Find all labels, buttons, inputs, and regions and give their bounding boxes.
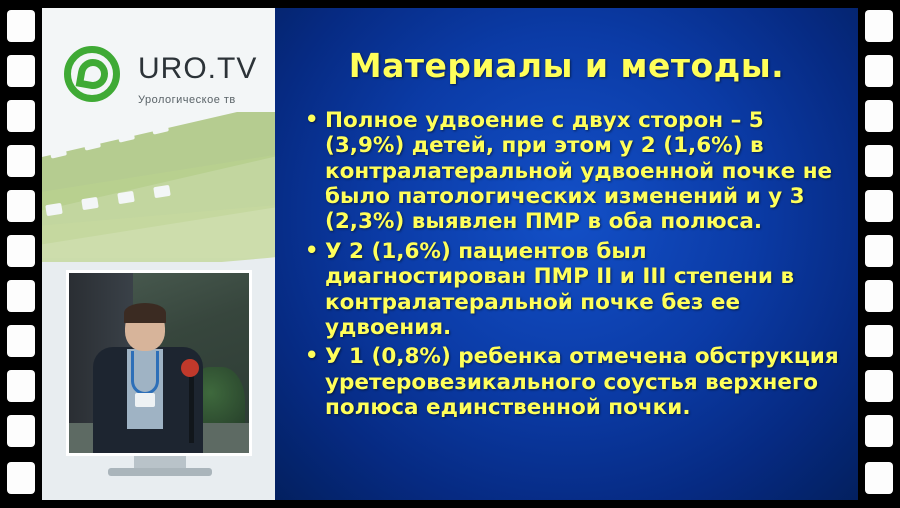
logo-block [42, 8, 275, 258]
speaker-video-still[interactable] [66, 270, 252, 456]
film-perforation [865, 325, 893, 357]
film-strip-decoration-icon [42, 112, 275, 262]
film-perforation [865, 462, 893, 494]
film-perforation [7, 280, 35, 312]
film-perforation [865, 370, 893, 402]
film-perforation [7, 462, 35, 494]
film-edge-left [0, 0, 42, 508]
content-area [42, 8, 858, 500]
film-perforation [865, 100, 893, 132]
logo-subtitle: Урологическое тв [138, 94, 236, 106]
film-perforation [7, 370, 35, 402]
film-perforation [7, 235, 35, 267]
logo-text: URO.TV [138, 52, 258, 85]
film-perforation [7, 145, 35, 177]
film-perforation [7, 325, 35, 357]
film-perforation [865, 280, 893, 312]
slide-bullet-list [299, 108, 844, 424]
film-perforation [865, 145, 893, 177]
branding-panel [42, 8, 275, 500]
film-perforation [7, 55, 35, 87]
uro-tv-logo-icon [64, 46, 126, 108]
film-perforation [865, 10, 893, 42]
film-perforation [865, 55, 893, 87]
list-item: • У 1 (0,8%) ребенка отмечена обструкция уретеровезикального соустья верхнего полюса единственной почки. [299, 344, 844, 420]
presentation-slide [275, 8, 858, 500]
film-perforation [7, 10, 35, 42]
film-perforation [7, 100, 35, 132]
film-edge-right [858, 0, 900, 508]
list-item: • Полное удвоение с двух сторон – 5 (3,9%) детей, при этом у 2 (1,6%) в контралатеральной удвоенной почке не было патологических изменений и у 3 (2,3%) выявлен ПМР в оба полюса. [299, 108, 844, 235]
monitor-base [108, 468, 212, 476]
microphone-icon [181, 359, 199, 377]
film-perforation [7, 190, 35, 222]
film-perforation [865, 235, 893, 267]
list-item: • У 2 (1,6%) пациентов был диагностирован ПМР II и III степени в контралатеральной почке без ее удвоения. [299, 239, 844, 340]
film-perforation [865, 190, 893, 222]
film-perforation [7, 415, 35, 447]
film-perforation [865, 415, 893, 447]
slide-title: Материалы и методы. [348, 46, 785, 85]
